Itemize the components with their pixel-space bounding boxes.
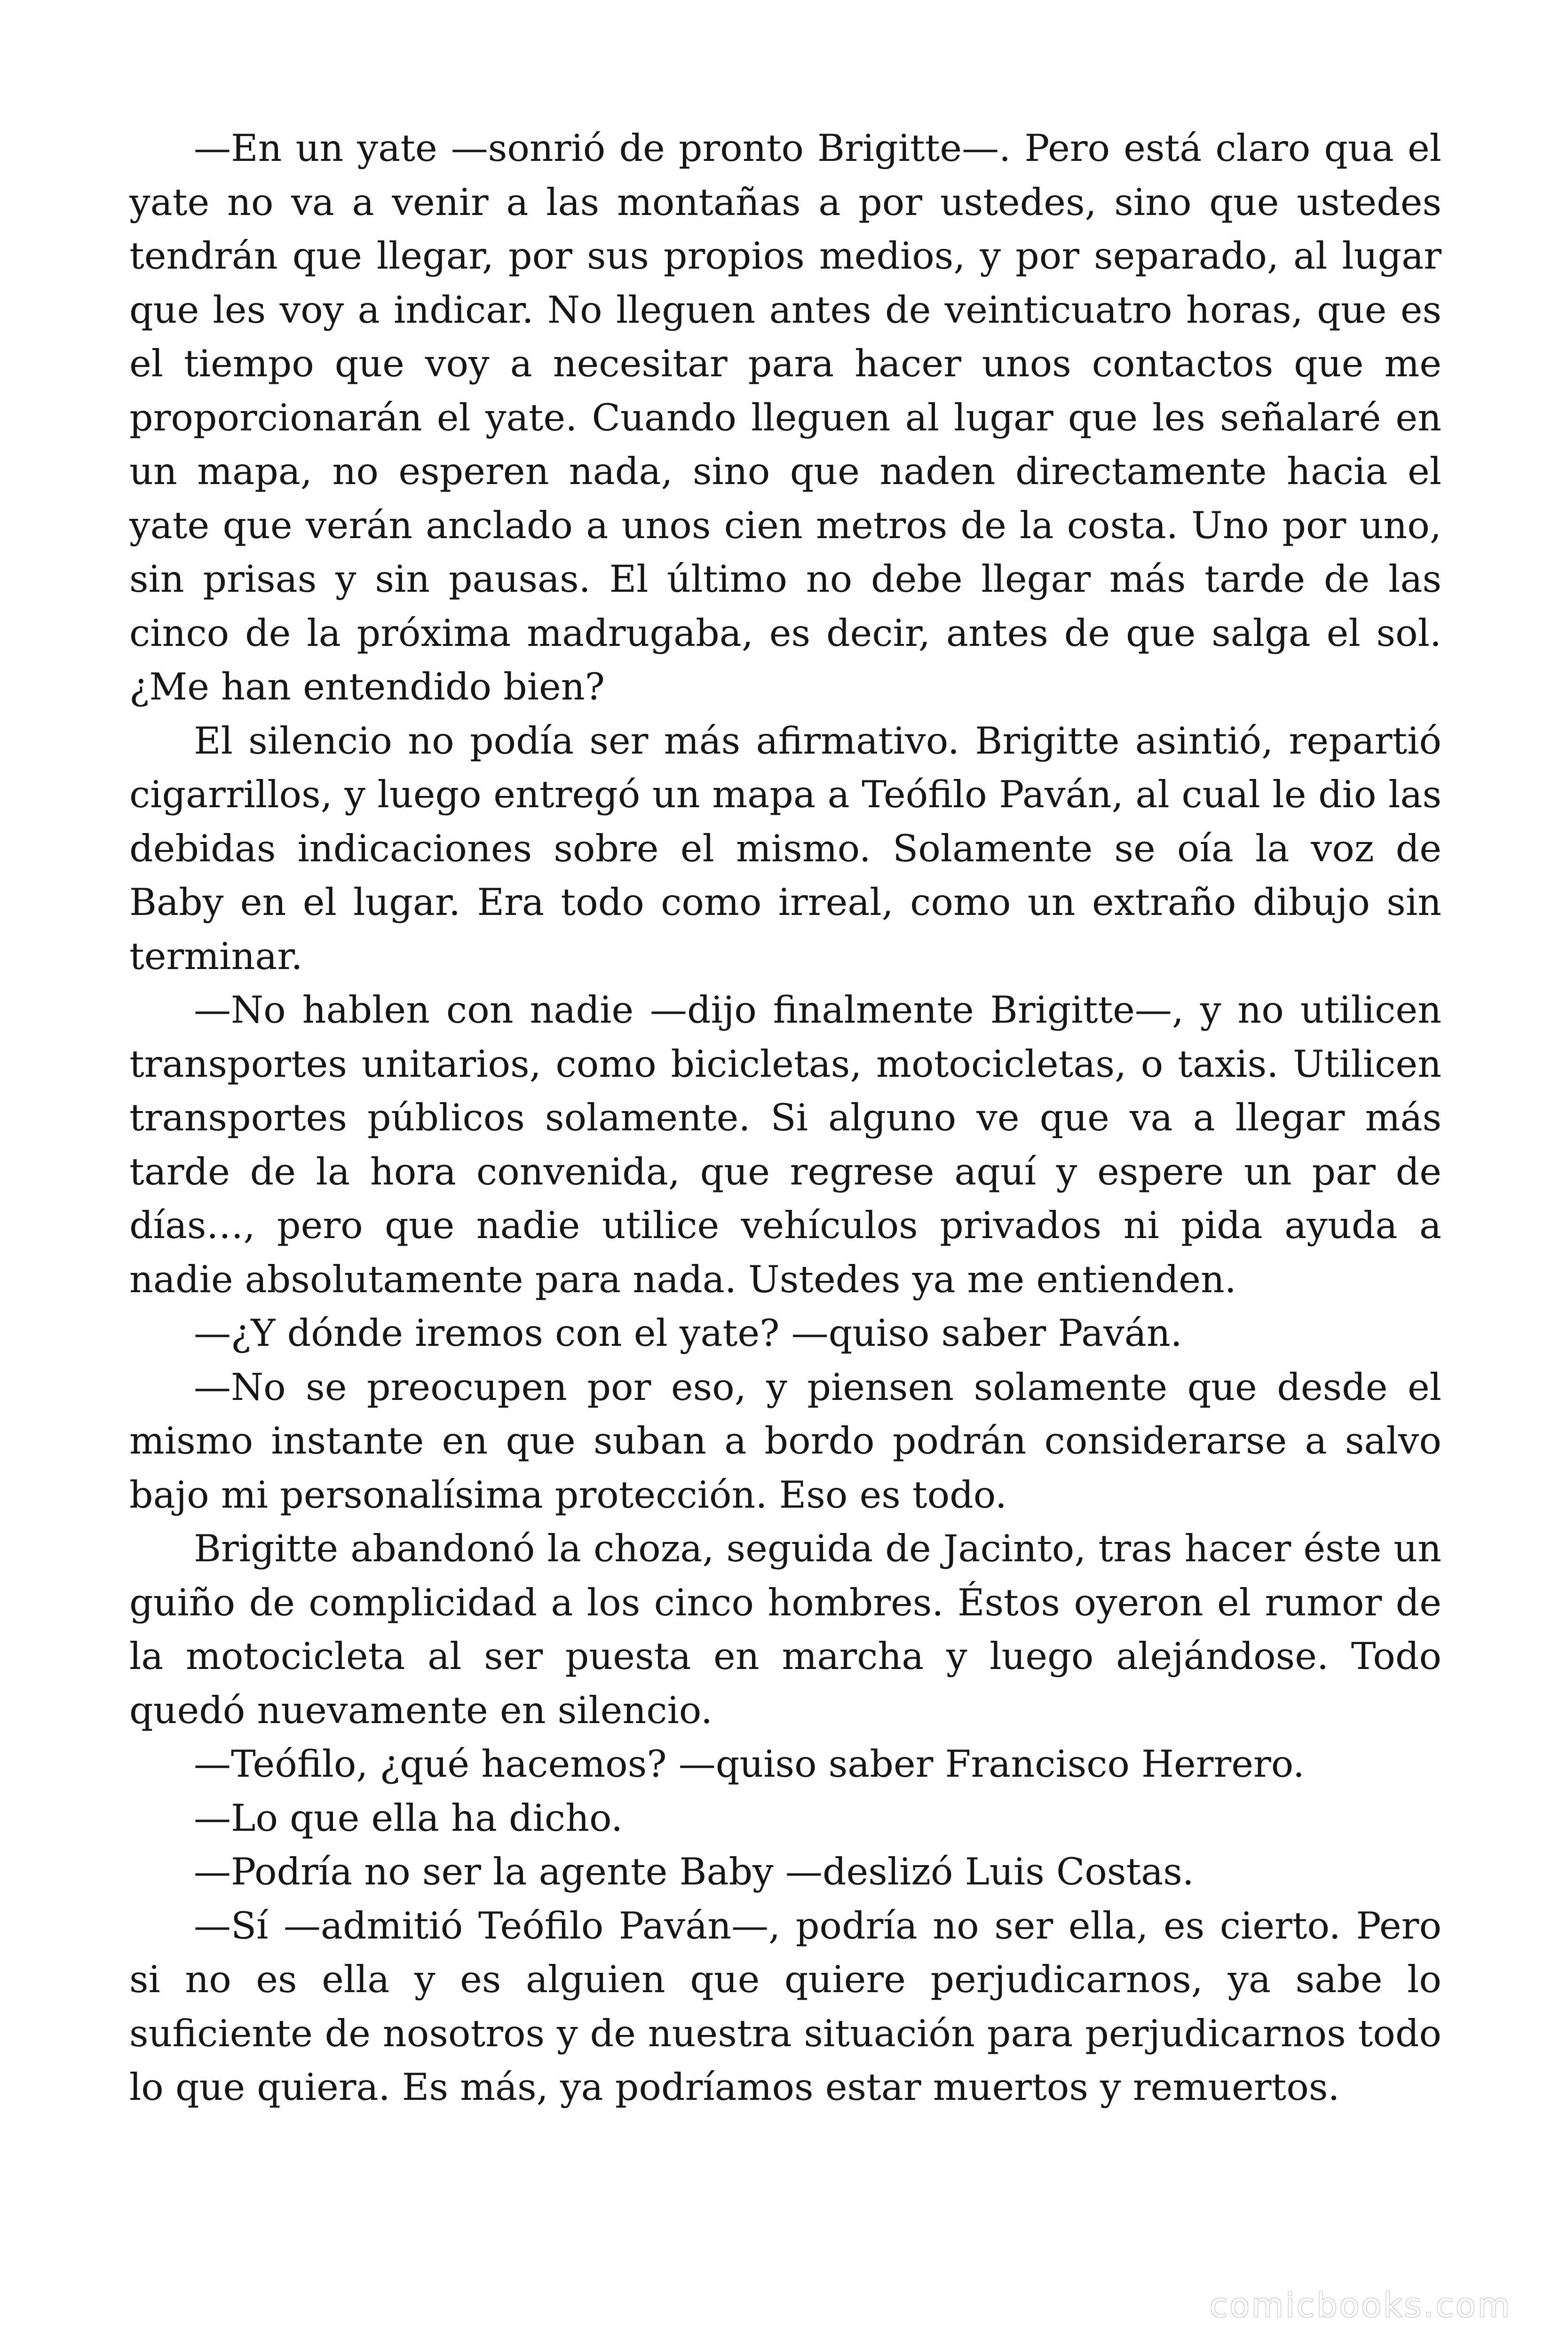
paragraph: —Lo que ella ha dicho. (194, 1796, 623, 1840)
paragraph: —En un yate —sonrió de pronto Brigitte—. Pero está claro qua el yate no va a venir a las montañas a por ustedes, sino que ustedes tendrán que llegar, por sus propios medios, y por separado, al lugar que les voy a indicar. No lleguen antes de veinticuatro horas, que es el tiempo que voy a necesitar para hacer unos contactos que me proporcionarán el yate. Cuando lleguen al lugar que les señalaré en un mapa, no esperen nada, sino que naden directamente hacia el yate que verán anclado a unos cien metros de la costa. Uno por uno, sin prisas y sin pausas. El último no debe llegar más tarde de las cinco de la próxima madrugaba, es decir, antes de que salga el sol. ¿Me han entendido bien? (129, 127, 1441, 708)
watermark: comicbooks.com (1209, 2286, 1512, 2325)
paragraph: —No se preocupen por eso, y piensen solamente que desde el mismo instante en que suban a bordo podrán considerarse a salvo bajo mi personalísima protección. Eso es todo. (129, 1365, 1441, 1517)
paragraph: —Sí —admitió Teófilo Paván—, podría no ser ella, es cierto. Pero si no es ella y es alguien que quiere perjudicarnos, ya sabe lo suficiente de nosotros y de nuestra situación para perjudicarnos todo lo que quiera. Es más, ya podríamos estar muertos y remuertos. (129, 1904, 1441, 2109)
paragraph: —Teófilo, ¿qué hacemos? —quiso saber Francisco Herrero. (194, 1742, 1305, 1786)
paragraph: Brigitte abandonó la choza, seguida de Jacinto, tras hacer éste un guiño de complicidad a los cinco hombres. Éstos oyeron el rumor de la motocicleta al ser puesta en marcha y luego alejándose. Todo quedó nuevamente en silencio. (129, 1527, 1441, 1732)
paragraph: —Podría no ser la agente Baby —deslizó Luis Costas. (194, 1850, 1194, 1893)
page-body (129, 121, 1441, 2114)
paragraph: El silencio no podía ser más afirmativo. Brigitte asintió, repartió cigarrillos, y luego entregó un mapa a Teófilo Paván, al cual le dio las debidas indicaciones sobre el mismo. Solamente se oía la voz de Baby en el lugar. Era todo como irreal, como un extraño dibujo sin terminar. (129, 719, 1441, 978)
paragraph: —No hablen con nadie —dijo finalmente Brigitte—, y no utilicen transportes unitarios, como bicicletas, motocicletas, o taxis. Utilicen transportes públicos solamente. Si alguno ve que va a llegar más tarde de la hora convenida, que regrese aquí y espere un par de días…, pero que nadie utilice vehículos privados ni pida ayuda a nadie absolutamente para nada. Ustedes ya me entienden. (129, 988, 1441, 1301)
paragraph: —¿Y dónde iremos con el yate? —quiso saber Paván. (194, 1311, 1182, 1355)
